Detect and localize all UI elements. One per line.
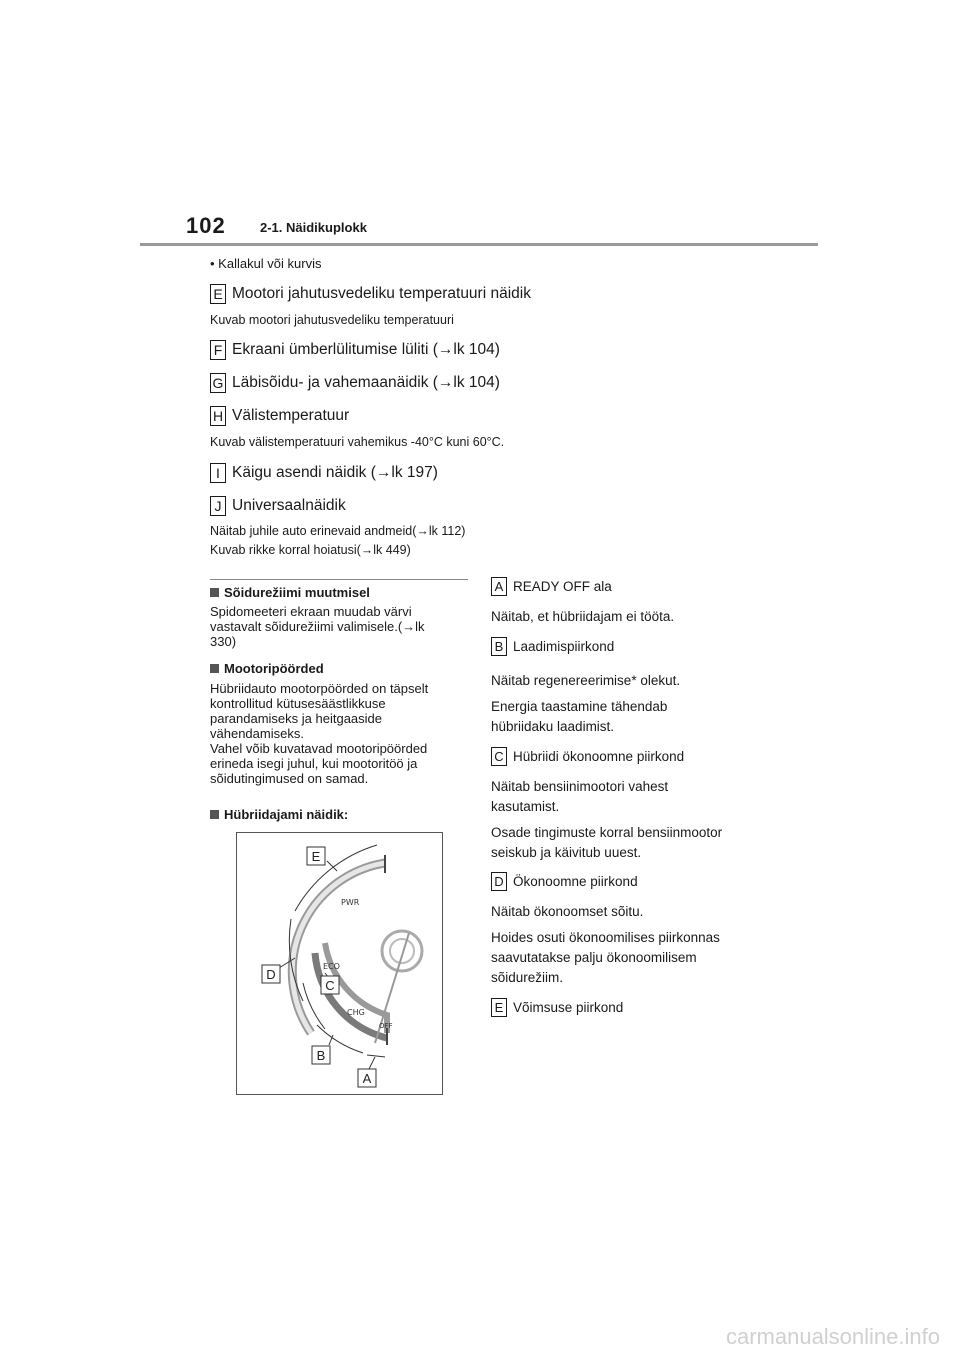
item-f: [210, 340, 500, 360]
section-paragraph: Spidomeeteri ekraan muudab värvi vastavalt sõidurežiimi valimisele.(→lk 330): [210, 604, 425, 649]
label-box: C: [491, 747, 507, 766]
item-h: [210, 406, 349, 426]
right-item-text: Näitab bensiinimootori vahest kasutamist. Osade tingimuste korral bensiinmootor seiskub ja käivitub uuest.: [491, 779, 723, 860]
right-item-d: D Ökonoomne piirkond: [491, 872, 638, 891]
square-bullet-icon: [210, 588, 219, 597]
page-number: 102: [186, 213, 226, 238]
item-e: [210, 284, 531, 304]
item-title: Mootori jahutusvedeliku temperatuuri näidik: [232, 285, 531, 302]
watermark: carmanualsonline.info: [725, 1324, 940, 1349]
label-box: D: [491, 872, 507, 891]
right-item-text: Näitab, et hübriidajam ei tööta.: [491, 609, 675, 624]
scale-label-chg: CHG: [347, 1008, 365, 1017]
section-divider: [210, 579, 468, 580]
item-title: Ekraani ümberlülitumise lüliti (→lk 104): [232, 341, 500, 358]
section-heading: Sõidurežiimi muutmisel: [210, 585, 370, 600]
callout-c: C: [325, 978, 335, 993]
callout-e: E: [311, 849, 321, 864]
item-j: [210, 496, 346, 516]
item-desc: Näitab juhile auto erinevaid andmeid(→lk 112) Kuvab rikke korral hoiatusi(→lk 449): [210, 524, 466, 557]
item-desc: Kuvab mootori jahutusvedeliku temperatuuri: [210, 313, 454, 327]
right-item-b: B Laadimispiirkond: [491, 637, 614, 656]
callout-b: B: [316, 1048, 326, 1063]
scale-label-eco: ECO: [323, 962, 340, 971]
label-box: F: [210, 340, 226, 360]
item-title: Läbisõidu- ja vahemaanäidik (→lk 104): [232, 374, 500, 391]
item-i: [210, 463, 438, 483]
right-item-a: A READY OFF ala: [491, 577, 612, 596]
label-box: E: [491, 998, 507, 1017]
item-g: [210, 373, 500, 393]
section-paragraph: Hübriidauto mootorpöörded on täpselt kontrollitud kütusesäästlikkuse parandamiseks ja heitgaaside vähendamiseks. Vahel võib kuvatavad mootoripöörded erineda isegi juhul, kui mootoritöö ja sõidutingimused on samad.: [210, 681, 429, 786]
item-title: Välistemperatuur: [232, 407, 350, 424]
label-box: G: [210, 373, 226, 393]
section-heading: Hübriidajami näidik:: [210, 807, 348, 822]
right-item-text: Näitab regenereerimise* olekut. Energia taastamine tähendab hübriidaku laadimist.: [491, 673, 681, 734]
right-item-text: Näitab ökonoomset sõitu. Hoides osuti ökonoomilises piirkonnas saavutatakse palju ökonoomilisem sõidurežiim.: [491, 904, 720, 985]
square-bullet-icon: [210, 664, 219, 673]
right-item-e: E Võimsuse piirkond: [491, 998, 623, 1017]
item-title: Käigu asendi näidik (→lk 197): [232, 464, 438, 481]
scale-label-off: OFF: [379, 1022, 393, 1030]
scale-label-pwr: PWR: [341, 898, 360, 907]
hybrid-gauge-diagram: [237, 833, 442, 1094]
label-box: A: [491, 577, 507, 596]
callout-d: D: [266, 967, 276, 982]
callout-a: A: [362, 1071, 372, 1086]
label-box: H: [210, 406, 226, 426]
bullet-item: • Kallakul või kurvis: [210, 256, 322, 271]
square-bullet-icon: [210, 810, 219, 819]
hybrid-indicator-figure: [236, 832, 443, 1095]
section-title: 2-1. Näidikuplokk: [260, 220, 367, 235]
label-box: B: [491, 637, 507, 656]
label-box: E: [210, 284, 226, 304]
label-box: I: [210, 463, 226, 483]
section-heading: Mootoripöörded: [210, 661, 324, 676]
header-divider: [140, 243, 818, 246]
label-box: J: [210, 496, 226, 516]
item-desc: Kuvab välistemperatuuri vahemikus -40°C kuni 60°C.: [210, 435, 505, 449]
right-item-c: C Hübriidi ökonoomne piirkond: [491, 747, 684, 766]
item-title: Universaalnäidik: [232, 497, 346, 514]
